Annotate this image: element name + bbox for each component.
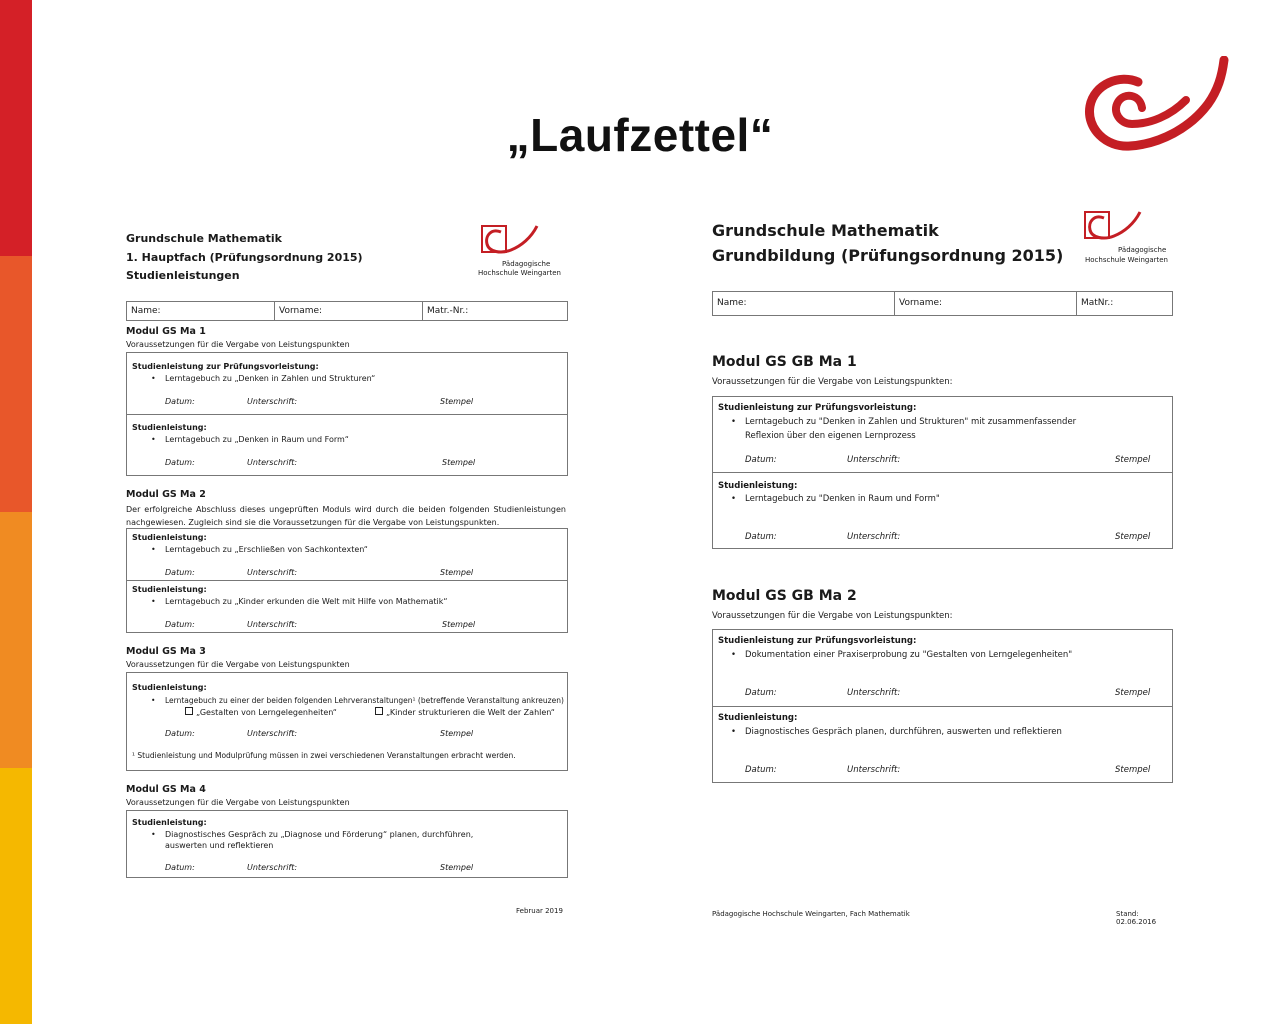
datum-label: Datum: [745,532,777,542]
name-fields-row [712,291,1173,316]
modul-2-subtitle: Der erfolgreiche Abschluss dieses ungeprüften Moduls wird durch die beiden folgenden Studienleistungen nachgewiesen. Zugleich sind sie die Voraussetzungen für die Vergabe von Leistungspunkten. [126,505,566,527]
unterschrift-label: Unterschrift: [247,863,298,872]
modul-2-section-2 [127,581,567,634]
name-fields-row [126,301,568,321]
stempel-label: Stempel [1115,688,1151,698]
stempel-label: Stempel [1115,455,1151,465]
modul-3-subtitle: Voraussetzungen für die Vergabe von Leistungspunkten [126,660,350,669]
section-item: • Dokumentation einer Praxiserprobung zu "Gestalten von Lerngelegenheiten" [745,650,1072,660]
doc-title-line1: Grundschule Mathematik [126,232,282,245]
footer-right: Stand: 02.06.2016 [1116,910,1157,926]
modul-3-title: Modul GS Ma 3 [126,646,206,657]
datum-label: Datum: [165,863,195,872]
section-heading: Studienleistung: [132,585,207,594]
section-item: • Lerntagebuch zu einer der beiden folgenden Lehrveranstaltungen¹ (betreffende Veranstaltung ankreuzen) [165,696,564,705]
modul-1-section-2 [127,415,567,475]
section-item: • Lerntagebuch zu „Erschließen von Sachkontexten“ [165,545,368,554]
section-item: • Lerntagebuch zu „Denken in Zahlen und Strukturen“ [165,374,375,383]
modul-2-box [126,528,568,633]
unterschrift-label: Unterschrift: [247,729,298,738]
section-heading: Studienleistung: [718,713,798,723]
stempel-label: Stempel [442,620,476,629]
stripe-amber [0,512,32,768]
modul-1-section-1 [127,353,567,415]
ph-logo-icon [1084,210,1144,246]
modul-gb-2-section-1 [713,630,1172,707]
datum-label: Datum: [165,729,195,738]
modul-4-subtitle: Voraussetzungen für die Vergabe von Leistungspunkten [126,798,350,807]
vorname-field[interactable]: Vorname: [895,292,1077,315]
ph-logo-icon [481,224,541,260]
section-heading: Studienleistung zur Prüfungsvorleistung: [132,362,319,371]
section-heading: Studienleistung: [132,818,207,827]
logo-text-line2: Hochschule Weingarten [1085,256,1168,264]
option-2-label: „Kinder strukturieren die Welt der Zahlen“ [386,708,555,717]
unterschrift-label: Unterschrift: [247,397,298,406]
logo-text-line1: Pädagogische [502,260,551,268]
matrikel-field[interactable]: Matr.-Nr.: [427,306,469,316]
stempel-label: Stempel [440,729,474,738]
doc-title-line2: Grundbildung (Prüfungsordnung 2015) [712,246,1064,265]
doc-title-line2: 1. Hauptfach (Prüfungsordnung 2015) [126,251,363,264]
unterschrift-label: Unterschrift: [847,455,901,465]
section-item: • Lerntagebuch zu „Kinder erkunden die Welt mit Hilfe von Mathematik“ [165,597,448,606]
modul-1-subtitle: Voraussetzungen für die Vergabe von Leistungspunkten [126,340,350,349]
modul-1-title: Modul GS Ma 1 [126,326,206,337]
stempel-label: Stempel [440,397,474,406]
modul-gb-1-section-2 [713,473,1172,549]
stempel-label: Stempel [1115,532,1151,542]
option-2[interactable] [375,707,555,717]
doc-title-line3: Studienleistungen [126,269,240,282]
section-heading: Studienleistung: [718,481,798,491]
modul-2-section-1 [127,529,567,581]
stempel-label: Stempel [1115,765,1151,775]
stempel-label: Stempel [442,458,476,467]
datum-label: Datum: [165,458,195,467]
modul-gb-1-box [712,396,1173,549]
section-heading: Studienleistung: [132,423,207,432]
stempel-label: Stempel [440,863,474,872]
unterschrift-label: Unterschrift: [847,765,901,775]
modul-gb-1-subtitle: Voraussetzungen für die Vergabe von Leistungspunkten: [712,377,953,387]
vorname-field[interactable]: Vorname: [275,302,423,320]
checkbox-icon[interactable] [185,707,193,715]
stempel-label: Stempel [440,568,474,577]
modul-4-box [126,810,568,878]
section-heading: Studienleistung: [132,683,207,692]
modul-gb-1-section-1 [713,397,1172,473]
slide-title: „Laufzettel“ [506,109,774,161]
doc-title-line1: Grundschule Mathematik [712,221,939,240]
datum-label: Datum: [165,397,195,406]
option-1[interactable] [185,707,337,717]
modul-1-box [126,352,568,476]
laufzettel-hauptfach [126,232,568,922]
unterschrift-label: Unterschrift: [847,688,901,698]
modul-gb-2-section-2 [713,707,1172,783]
option-1-label: „Gestalten von Lerngelegenheiten“ [196,708,337,717]
section-item: • Diagnostisches Gespräch planen, durchführen, auswerten und reflektieren [745,727,1062,737]
logo-text-line2: Hochschule Weingarten [478,269,561,277]
modul-3-box [126,672,568,771]
unterschrift-label: Unterschrift: [247,568,298,577]
logo-text-line1: Pädagogische [1118,246,1167,254]
unterschrift-label: Unterschrift: [847,532,901,542]
stripe-orange [0,256,32,512]
modul-gb-2-title: Modul GS GB Ma 2 [712,588,857,604]
datum-label: Datum: [165,568,195,577]
section-heading: Studienleistung zur Prüfungsvorleistung: [718,403,917,413]
matrikel-field[interactable]: MatNr.: [1081,298,1114,308]
section-item: • Diagnostisches Gespräch zu „Diagnose und Förderung“ planen, durchführen, [165,830,473,839]
name-field[interactable]: Name: [713,292,895,315]
footer-left: Pädagogische Hochschule Weingarten, Fach Mathematik [712,910,910,918]
stripe-yellow [0,768,32,1024]
section-heading: Studienleistung: [132,533,207,542]
section-heading: Studienleistung zur Prüfungsvorleistung: [718,636,917,646]
modul-gb-1-title: Modul GS GB Ma 1 [712,354,857,370]
datum-label: Datum: [745,455,777,465]
section-item-line2: auswerten und reflektieren [165,841,274,850]
name-field[interactable]: Name: [127,302,275,320]
laufzettel-grundbildung [712,210,1174,930]
modul-4-title: Modul GS Ma 4 [126,784,206,795]
unterschrift-label: Unterschrift: [247,620,298,629]
datum-label: Datum: [165,620,195,629]
modul-3-footnote: ¹ Studienleistung und Modulprüfung müssen in zwei verschiedenen Veranstaltungen erbracht werden. [132,751,516,760]
section-item: • Lerntagebuch zu "Denken in Zahlen und Strukturen" mit zusammenfassender [745,417,1076,427]
section-item: • Lerntagebuch zu „Denken in Raum und Form“ [165,435,349,444]
unterschrift-label: Unterschrift: [247,458,298,467]
checkbox-icon[interactable] [375,707,383,715]
section-item: • Lerntagebuch zu "Denken in Raum und Form" [745,494,940,504]
datum-label: Datum: [745,688,777,698]
datum-label: Datum: [745,765,777,775]
ph-weingarten-logo [1080,56,1230,154]
footer-date: Februar 2019 [516,907,563,915]
modul-gb-2-subtitle: Voraussetzungen für die Vergabe von Leistungspunkten: [712,611,953,621]
modul-2-title: Modul GS Ma 2 [126,489,206,500]
section-item-line2: Reflexion über den eigenen Lernprozess [745,431,916,441]
modul-gb-2-box [712,629,1173,783]
